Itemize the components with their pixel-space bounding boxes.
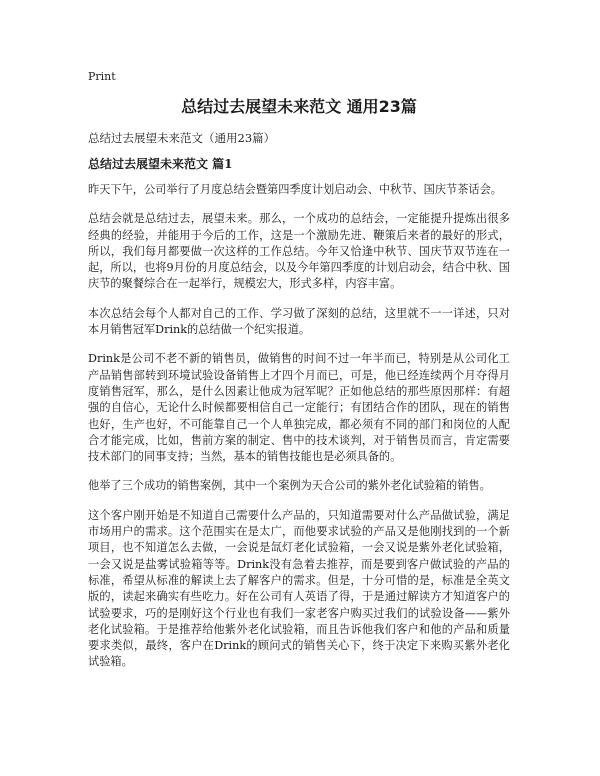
document-title: 总结过去展望未来范文 通用23篇 <box>181 97 417 116</box>
paragraph-6: 这个客户刚开始是不知道自己需要什么产品的，只知道需要对什么产品做试验，满足市场用户的需求。这个范围实在是太广，而他要求试验的产品又是他刚找到的一个新项目，也不知道怎么去做，一会说是氙灯老化试验箱，一会又说是紫外老化试验箱，一会又说是盐雾试验箱等等。Drink没有急着去推荐，而是要到客户做试验的产品的标准，希望从标准的解读上去了解客户的需求。但是，十分可惜的是，标准是全英文版的，读起来确实有些吃力。好在公司有人英语了得，于是通过解读方才知道客户的试验要求，巧的是刚好这个行业也有我们一家老客户购买过我们的试验设备——紫外老化试验箱。于是推荐给他紫外老化试验箱，而且告诉他我们客户和他的产品和质量要求类似，最终，客户在Drink的顾问式的销售关心下，终于决定下来购买紫外老化试验箱。 <box>88 508 510 669</box>
paragraph-4: Drink是公司不老不新的销售员，做销售的时间不过一年半而已，特别是从公司化工产品销售部转到环境试验设备销售上才四个月而已，可是，他已经连续两个月夺得月度销售冠军，那么，是什么因素让他成为冠军呢？正如他总结的那些原因那样：有超强的自信心，无论什么时候都要相信自己一定能行；有团结合作的团队，现在的销售也好，生产也好，不可能靠自己一个人单独完成，都必须有不同的部门和岗位的人配合才能完成，比如，售前方案的制定、售中的技术谈判，对于销售员而言，肯定需要技术部门的同事支持；当然，基本的销售技能也是必须具备的。 <box>88 352 510 464</box>
paragraph-2: 总结会就是总结过去，展望未来。那么，一个成功的总结会，一定能提升提炼出很多经典的经验，并能用于今后的工作，这是一个激励先进、鞭策后来者的最好的形式，所以，我们每月都要做一次这样的工作总结。今年又恰逢中秋节、国庆节双节连在一起，所以，也将9月份的月度总结会，以及今年第四季度的计划启动会，结合中秋、国庆节的聚餐综合在一起举行，规模宏大，形式多样，内容丰富。 <box>88 212 510 291</box>
paragraph-1: 昨天下午，公司举行了月度总结会暨第四季度计划启动会、中秋节、国庆节茶话会。 <box>88 183 502 196</box>
document-subtitle: 总结过去展望未来范文（通用23篇） <box>88 131 276 145</box>
paragraph-3: 本次总结会每个人都对自己的工作、学习做了深刻的总结，这里就不一一详述，只对本月销售冠军Drink的总结做一个纪实报道。 <box>88 306 510 337</box>
section-title: 总结过去展望未来范文 篇1 <box>88 157 233 171</box>
print-label: Print <box>88 70 116 83</box>
paragraph-5: 他举了三个成功的销售案例，其中一个案例为天合公司的紫外老化试验箱的销售。 <box>88 479 491 493</box>
